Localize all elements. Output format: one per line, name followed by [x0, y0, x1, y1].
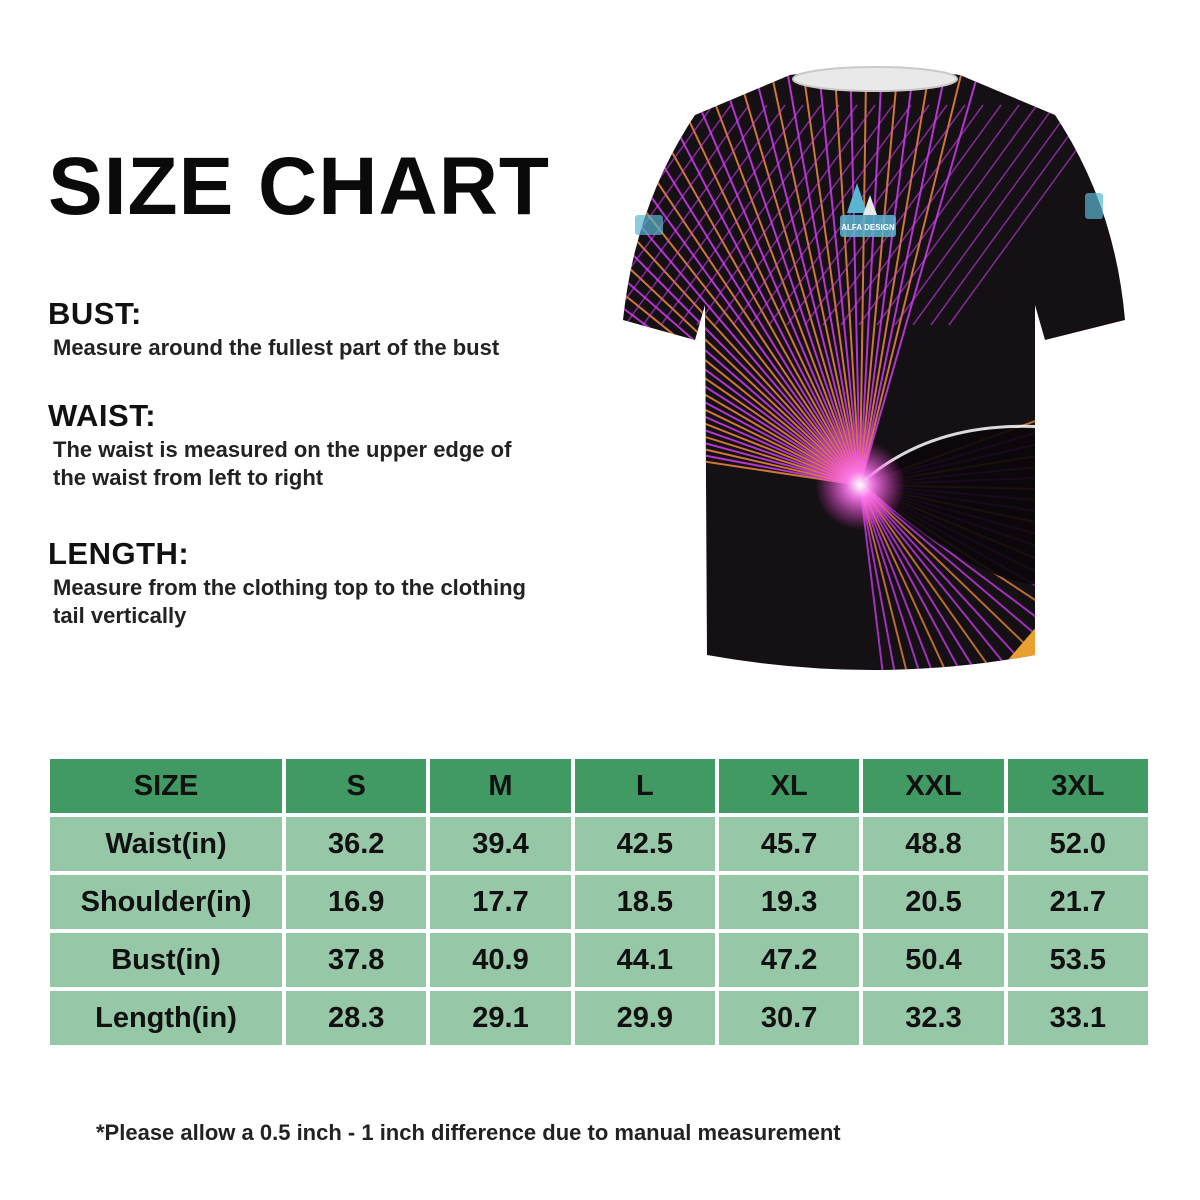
- table-cell: 50.4: [863, 933, 1003, 987]
- waist-description: [53, 436, 511, 492]
- table-cell: 36.2: [286, 817, 426, 871]
- table-cell: 48.8: [863, 817, 1003, 871]
- header-cell: XXL: [863, 759, 1003, 813]
- table-row: [50, 933, 1148, 987]
- svg-text:ALFA DESIGN: ALFA DESIGN: [841, 223, 895, 232]
- table-cell: 29.9: [575, 991, 715, 1045]
- table-cell: 19.3: [719, 875, 859, 929]
- bust-description: Measure around the fullest part of the bust: [53, 335, 500, 360]
- table-cell: 44.1: [575, 933, 715, 987]
- table-cell: 52.0: [1008, 817, 1148, 871]
- table-cell: 18.5: [575, 875, 715, 929]
- size-table: [46, 755, 1152, 1049]
- row-label: Waist(in): [50, 817, 282, 871]
- header-cell: 3XL: [1008, 759, 1148, 813]
- table-cell: 53.5: [1008, 933, 1148, 987]
- bust-heading: BUST:: [48, 296, 142, 331]
- table-cell: 45.7: [719, 817, 859, 871]
- page-title: SIZE CHART: [48, 141, 550, 232]
- tshirt-image: [615, 65, 1135, 675]
- waist-section: [48, 398, 511, 492]
- length-description-line: Measure from the clothing top to the clothing: [53, 575, 526, 600]
- row-label: Length(in): [50, 991, 282, 1045]
- length-heading: LENGTH:: [48, 536, 190, 571]
- table-cell: 21.7: [1008, 875, 1148, 929]
- header-cell: L: [575, 759, 715, 813]
- waist-description-line: the waist from left to right: [53, 465, 324, 490]
- header-cell: S: [286, 759, 426, 813]
- table-cell: 17.7: [430, 875, 570, 929]
- table-cell: 20.5: [863, 875, 1003, 929]
- table-cell: 16.9: [286, 875, 426, 929]
- table-cell: 33.1: [1008, 991, 1148, 1045]
- row-label: Shoulder(in): [50, 875, 282, 929]
- table-cell: 29.1: [430, 991, 570, 1045]
- waist-heading: WAIST:: [48, 398, 157, 433]
- length-description: [53, 574, 526, 630]
- waist-description-line: The waist is measured on the upper edge of: [53, 437, 512, 462]
- table-cell: 32.3: [863, 991, 1003, 1045]
- length-section: [48, 536, 526, 630]
- table-header-row: [50, 759, 1148, 813]
- table-row: [50, 817, 1148, 871]
- row-label: Bust(in): [50, 933, 282, 987]
- bust-section: [48, 296, 499, 362]
- length-description-line: tail vertically: [53, 603, 187, 628]
- table-cell: 37.8: [286, 933, 426, 987]
- table-cell: 39.4: [430, 817, 570, 871]
- header-cell-size: SIZE: [50, 759, 282, 813]
- table-cell: 42.5: [575, 817, 715, 871]
- measurement-note: *Please allow a 0.5 inch - 1 inch difference due to manual measurement: [96, 1120, 841, 1145]
- table-row: [50, 875, 1148, 929]
- table-cell: 30.7: [719, 991, 859, 1045]
- header-cell: M: [430, 759, 570, 813]
- header-cell: XL: [719, 759, 859, 813]
- table-cell: 28.3: [286, 991, 426, 1045]
- table-row: [50, 991, 1148, 1045]
- table-cell: 47.2: [719, 933, 859, 987]
- table-cell: 40.9: [430, 933, 570, 987]
